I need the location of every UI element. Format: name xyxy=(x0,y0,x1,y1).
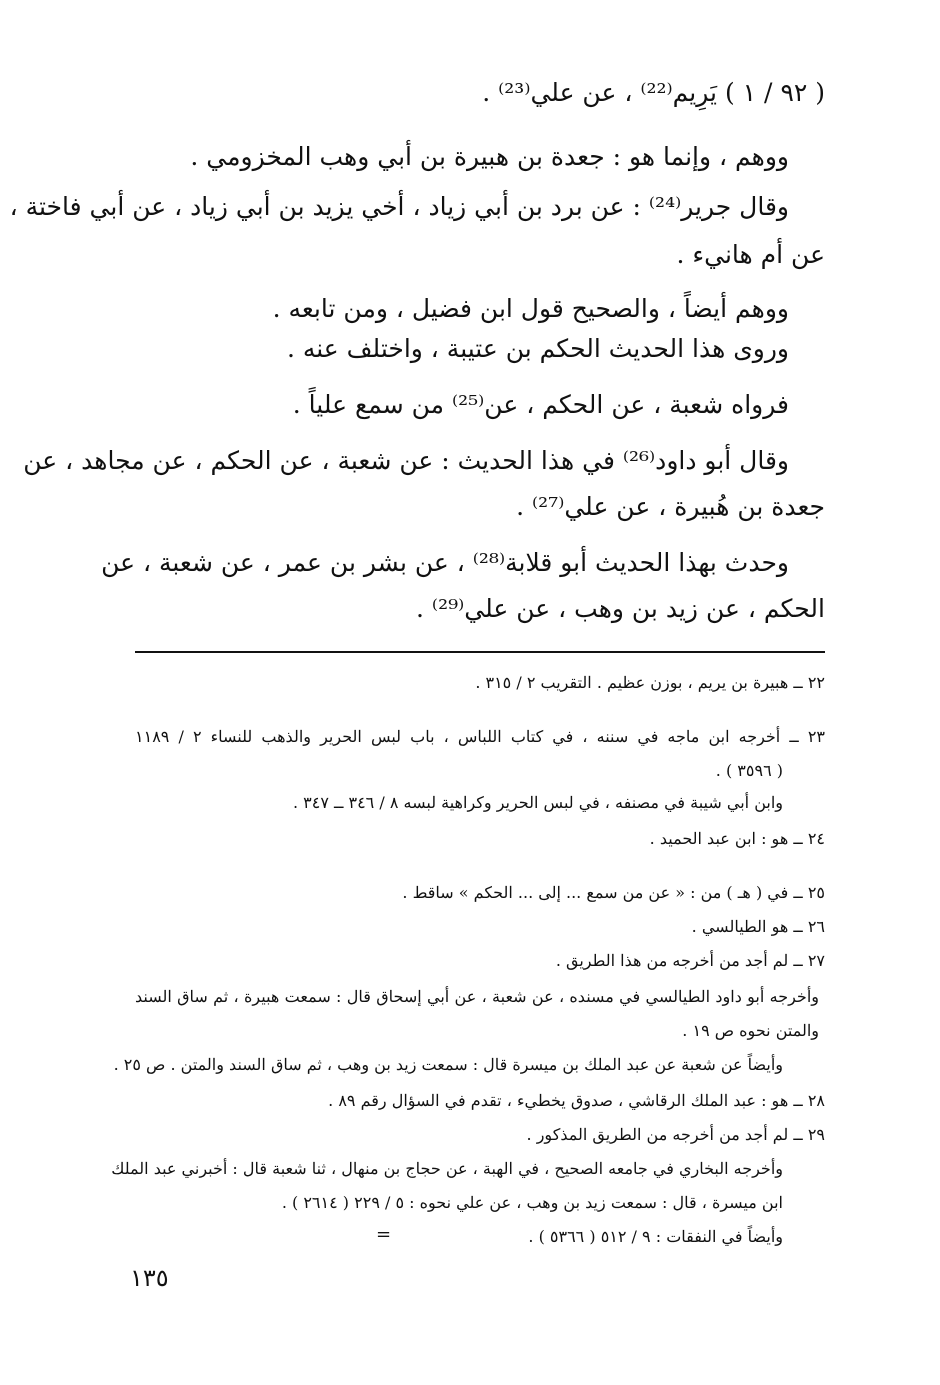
footnote-line: ٢٨ ــ هو : عبد الملك الرقاشي ، صدوق يخطيء ، تقدم في السؤال رقم ٨٩ . xyxy=(328,1091,825,1110)
footnote-line: وأيضاً عن شعبة عن عبد الملك بن ميسرة قال : سمعت زيد بن وهب ، ثم ساق السند والمتن . ص ٢٥ . xyxy=(113,1055,783,1074)
footnote-line: ( ٣٥٩٦ ) . xyxy=(715,761,783,780)
body-line: وقال أبو داود⁽²⁶⁾ في هذا الحديث : عن شعبة ، عن الحكم ، عن مجاهد ، عن xyxy=(23,446,789,475)
footnote-line: ٢٣ ــ أخرجه ابن ماجه في سننه ، في كتاب اللباس ، باب لبس الحرير والذهب للنساء ٢ / ١١٨٩ xyxy=(135,727,825,746)
body-line: ووهم أيضاً ، والصحيح قول ابن فضيل ، ومن تابعه . xyxy=(272,294,789,323)
footnote-line: وأيضاً في النفقات : ٩ / ٥١٢ ( ٥٣٦٦ ) . xyxy=(528,1227,783,1246)
body-line: الحكم ، عن زيد بن وهب ، عن علي⁽²⁹⁾ . xyxy=(416,594,825,623)
footnote-line: ٢٢ ــ هبيرة بن يريم ، بوزن عظيم . التقريب ٢ / ٣١٥ . xyxy=(475,673,825,692)
body-line: ووهم ، وإنما هو : جعدة بن هبيرة بن أبي وهب المخزومي . xyxy=(190,142,789,171)
footnote-line: وأخرجه البخاري في جامعه الصحيح ، في الهبة ، عن حجاج بن منهال ، ثنا شعبة قال : أخبرني عبد الملك xyxy=(111,1159,783,1178)
footnote-line: وابن أبي شيبة في مصنفه ، في لبس الحرير وكراهية لبسه ٨ / ٣٤٦ ــ ٣٤٧ . xyxy=(292,793,783,812)
body-line: فرواه شعبة ، عن الحكم ، عن⁽²⁵⁾ من سمع علياً . xyxy=(292,390,789,419)
footnote-line: وأخرجه أبو داود الطيالسي في مسنده ، عن شعبة ، عن أبي إسحاق قال : سمعت هبيرة ، ثم ساق السند xyxy=(135,987,819,1006)
footnote-separator xyxy=(135,651,825,653)
body-line: ( ٩٢ / ١ ) يَرِيم⁽²²⁾ ، عن علي⁽²³⁾ . xyxy=(482,78,825,107)
footnote-line: ٢٥ ــ في ( هـ ) من : « عن من سمع ... إلى ... الحكم » ساقط . xyxy=(402,883,825,902)
footnote-line: ابن ميسرة ، قال : سمعت زيد بن وهب ، عن علي نحوه : ٥ / ٢٢٩ ( ٢٦١٤ ) . xyxy=(281,1193,783,1212)
continuation-mark: = xyxy=(376,1224,392,1245)
body-line: جعدة بن هُبيرة ، عن علي⁽²⁷⁾ . xyxy=(516,492,825,521)
footnote-line: ٢٦ ــ هو الطيالسي . xyxy=(691,917,825,936)
footnote-line: والمتن نحوه ص ١٩ . xyxy=(682,1021,819,1040)
footnote-line: ٢٩ ــ لم أجد من أخرجه من الطريق المذكور . xyxy=(526,1125,825,1144)
footnote-line: ٢٧ ــ لم أجد من أخرجه من هذا الطريق . xyxy=(555,951,825,970)
body-line: وحدث بهذا الحديث أبو قلابة⁽²⁸⁾ ، عن بشر بن عمر ، عن شعبة ، عن xyxy=(101,548,789,577)
body-line: عن أم هانيء . xyxy=(676,240,825,269)
body-line: وروى هذا الحديث الحكم بن عتيبة ، واختلف عنه . xyxy=(286,334,789,363)
body-line: وقال جرير⁽²⁴⁾ : عن برد بن أبي زياد ، أخي يزيد بن أبي زياد ، عن أبي فاختة ، xyxy=(9,192,789,221)
footnote-line: ٢٤ ــ هو : ابن عبد الحميد . xyxy=(649,829,825,848)
page-number: ١٣٥ xyxy=(130,1264,169,1292)
